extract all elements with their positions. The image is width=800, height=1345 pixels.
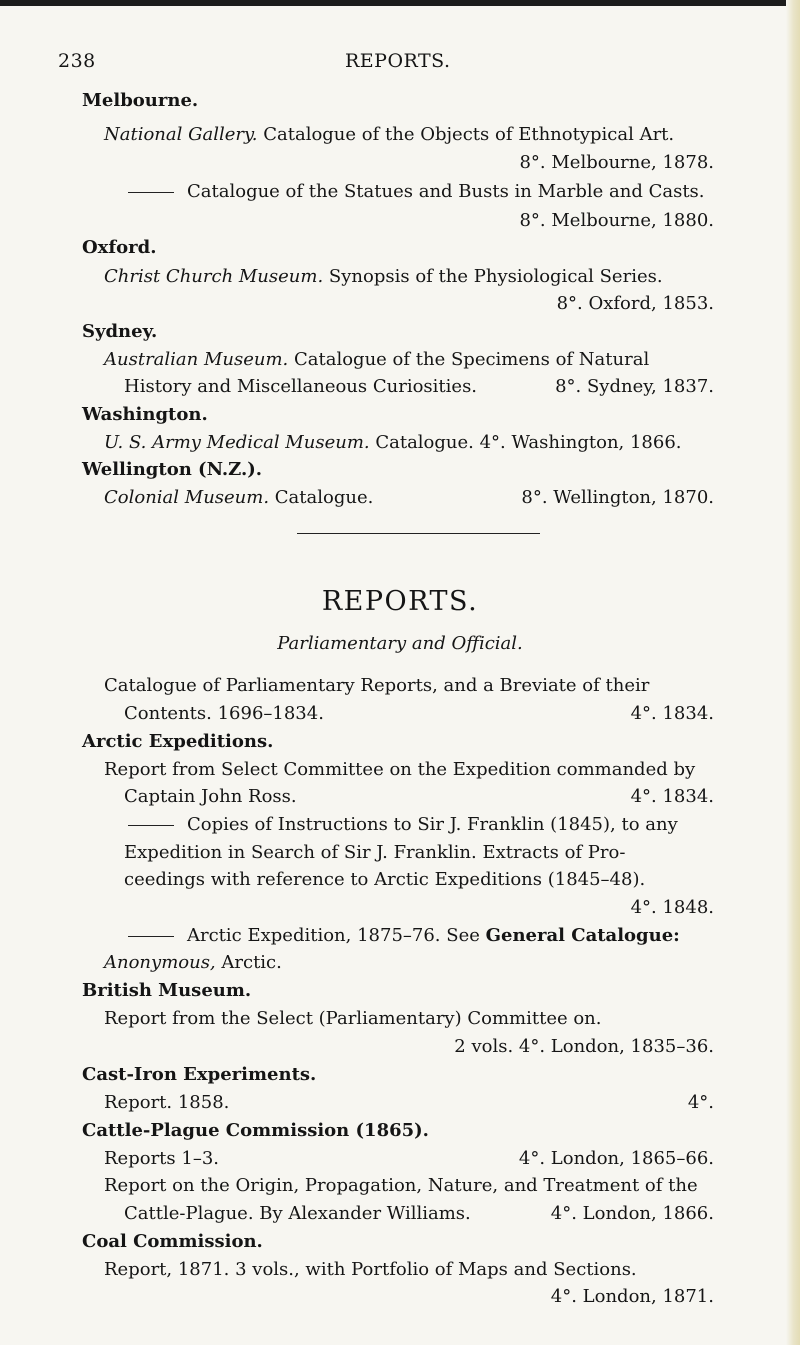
city-heading: Oxford.: [82, 237, 157, 258]
subject-heading: Arctic Expeditions.: [82, 731, 274, 752]
entry-text: Catalogue. 4°. Washington, 1866.: [369, 432, 682, 453]
entry-line: [104, 266, 663, 288]
imprint: 8°. Melbourne, 1880.: [519, 210, 714, 231]
imprint: 4°. London, 1866.: [550, 1203, 714, 1224]
imprint: 8°. Wellington, 1870.: [521, 487, 714, 508]
entry-text: Reports 1–3.: [104, 1148, 219, 1169]
imprint: 2 vols. 4°. London, 1835–36.: [454, 1036, 714, 1057]
entry-line: [104, 952, 282, 974]
subject-heading: Cast-Iron Experiments.: [82, 1064, 317, 1085]
imprint: 4°. 1834.: [630, 703, 714, 724]
entry-text: Synopsis of the Physiological Series.: [323, 266, 663, 287]
entry-line: [104, 349, 649, 371]
entry-line: [104, 124, 674, 146]
institution-name: Australian Museum.: [104, 349, 289, 370]
entry-line: [104, 487, 373, 509]
entry-text: Report from the Select (Parliamentary) Committee on.: [104, 1008, 602, 1029]
institution-name: Christ Church Museum.: [104, 266, 324, 287]
see-label: See: [440, 925, 486, 946]
cross-reference: General Catalogue:: [485, 925, 680, 946]
imprint: 4°. London, 1871.: [550, 1286, 714, 1307]
imprint: 8°. Oxford, 1853.: [556, 293, 714, 314]
subject-heading: Coal Commission.: [82, 1231, 263, 1252]
ditto-dash: [128, 192, 174, 193]
subject-heading: Cattle-Plague Commission (1865).: [82, 1120, 429, 1141]
subject-heading: British Museum.: [82, 980, 252, 1001]
entry-text: Arctic Expedition, 1875–76.: [187, 925, 441, 946]
institution-name: Colonial Museum.: [104, 487, 270, 508]
city-heading: Washington.: [82, 404, 208, 425]
imprint: 8°. Melbourne, 1878.: [519, 152, 714, 173]
institution-name: U. S. Army Medical Museum.: [104, 432, 370, 453]
city-heading: Sydney.: [82, 321, 158, 342]
entry-text: Catalogue of the Objects of Ethnotypical Art.: [257, 124, 675, 145]
entry-text: Report on the Origin, Propagation, Nature, and Treatment of the: [104, 1175, 698, 1196]
entry-text: Cattle-Plague. By Alexander Williams.: [124, 1203, 471, 1224]
entry-text: Catalogue of the Specimens of Natural: [288, 349, 650, 370]
imprint: 4°. 1848.: [630, 897, 714, 918]
entry-text: Catalogue of Parliamentary Reports, and a Breviate of their: [104, 675, 650, 696]
institution-name: Anonymous,: [104, 952, 216, 973]
page-number: 238: [58, 50, 96, 72]
section-divider: [297, 533, 540, 534]
imprint: 8°. Sydney, 1837.: [555, 376, 714, 397]
section-title: REPORTS.: [321, 586, 479, 617]
institution-name: National Gallery.: [104, 124, 258, 145]
entry-text: Report. 1858.: [104, 1092, 230, 1113]
entry-text: Arctic.: [215, 952, 282, 973]
section-subtitle: Parliamentary and Official.: [277, 633, 523, 654]
city-heading: Wellington (N.Z.).: [82, 459, 263, 480]
imprint: 4°. London, 1865–66.: [518, 1148, 714, 1169]
entry-text: Contents. 1696–1834.: [124, 703, 324, 724]
ditto-dash: [128, 825, 174, 826]
running-title: REPORTS.: [345, 50, 451, 72]
entry-text: Report, 1871. 3 vols., with Portfolio of Maps and Sections.: [104, 1259, 637, 1280]
city-heading: Melbourne.: [82, 90, 199, 111]
entry-text: Report from Select Committee on the Expedition commanded by: [104, 759, 696, 780]
entry-text: Copies of Instructions to Sir J. Franklin (1845), to any: [187, 814, 678, 835]
entry-text: Captain John Ross.: [124, 786, 297, 807]
imprint: 4°. 1834.: [630, 786, 714, 807]
entry-text: Expedition in Search of Sir J. Franklin. Extracts of Pro-: [124, 842, 626, 863]
entry-line: [104, 432, 682, 454]
entry-text: History and Miscellaneous Curiosities.: [124, 376, 478, 397]
imprint: 4°.: [687, 1092, 714, 1113]
ditto-dash: [128, 936, 174, 937]
entry-text: Catalogue of the Statues and Busts in Marble and Casts.: [187, 181, 705, 202]
entry-line: [187, 925, 680, 947]
entry-text: Catalogue.: [269, 487, 374, 508]
entry-text: ceedings with reference to Arctic Expeditions (1845–48).: [124, 869, 646, 890]
